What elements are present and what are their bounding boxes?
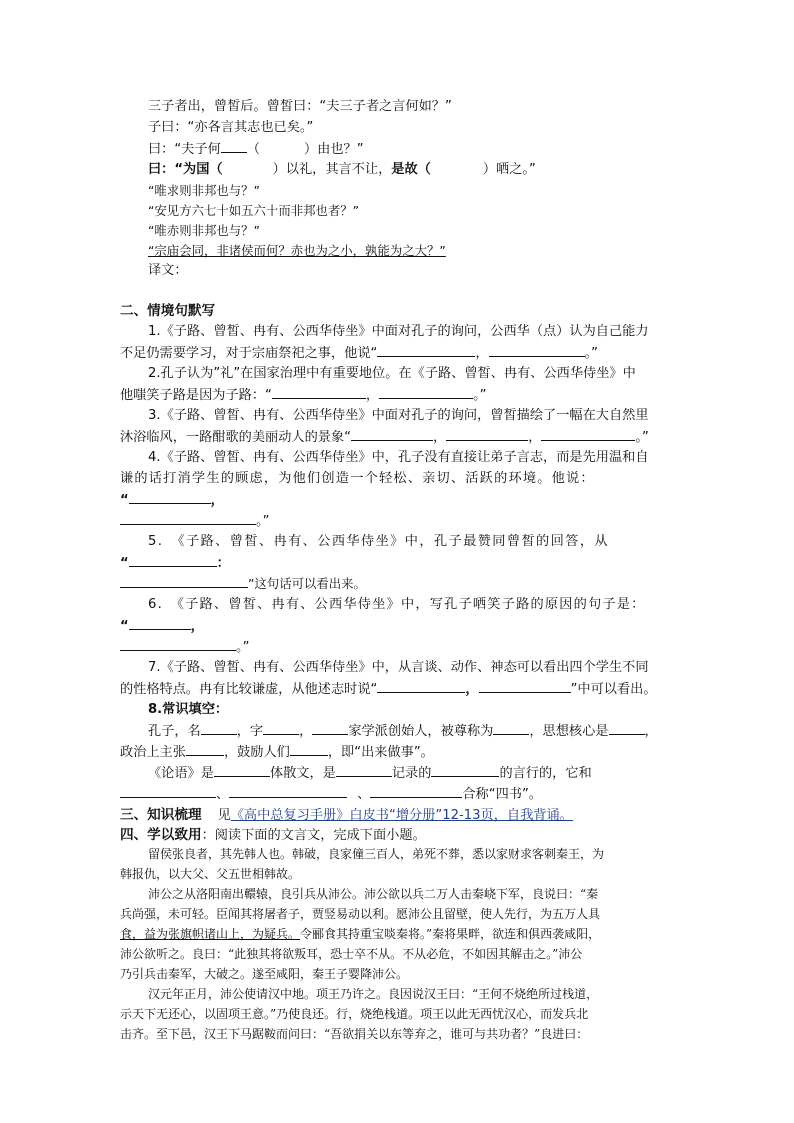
question-line bbox=[120, 427, 649, 448]
underlined-sentence: 食，益为张旗帜诸山上，为疑兵。 bbox=[120, 927, 301, 941]
question-text: 体散文，是 bbox=[269, 766, 336, 781]
question-line: 7.《子路、曾皙、冉有、公西华侍坐》中，从言谈、动作、神态可以看出四个学生不同 bbox=[148, 660, 649, 675]
punct: “ bbox=[120, 493, 129, 508]
answer-blank[interactable] bbox=[120, 511, 256, 525]
question-line bbox=[120, 784, 542, 805]
answer-blank[interactable] bbox=[120, 574, 248, 588]
answer-blank[interactable] bbox=[129, 553, 217, 567]
question-text: ，鼓励人们 bbox=[223, 745, 290, 760]
classical-text-line: 乃引兵击秦军，大破之。遂至咸阳，秦王子婴降沛公。 bbox=[120, 967, 409, 981]
classical-text-line: 沛公之从洛阳南出轘辕，良引兵从沛公。沛公欲以兵二万人击秦峣下军，良说曰：“秦 bbox=[148, 887, 599, 901]
answer-blank[interactable] bbox=[377, 679, 465, 693]
punct: 、 bbox=[216, 787, 230, 802]
question-text: ，思想核心是 bbox=[529, 724, 609, 739]
question-text: 合称“四书”。 bbox=[462, 787, 542, 802]
question-line bbox=[120, 616, 204, 637]
answer-blank[interactable] bbox=[541, 427, 635, 441]
question-line: 1.《子路、曾皙、冉有、公西华侍坐》中面对孔子的询问，公西华（点）认为自己能力 bbox=[148, 324, 649, 339]
section3-line bbox=[120, 805, 573, 826]
answer-blank[interactable] bbox=[129, 490, 211, 504]
answer-blank[interactable] bbox=[214, 763, 270, 777]
passage-line: 三子者出，曾皙后。曾皙曰：“夫三子者之言何如？” bbox=[148, 99, 452, 114]
section4-heading-line bbox=[120, 825, 426, 846]
answer-blank[interactable] bbox=[336, 763, 392, 777]
passage-text: ）哂之。” bbox=[482, 162, 536, 177]
answer-blank[interactable] bbox=[446, 427, 528, 441]
answer-blank[interactable] bbox=[431, 763, 499, 777]
reference-link[interactable]: 《高中总复习手册》白皮书“增分册”12-13页，自我背诵。 bbox=[230, 808, 573, 823]
question-line bbox=[148, 763, 592, 784]
question-line bbox=[120, 574, 366, 594]
answer-blank[interactable] bbox=[272, 385, 366, 399]
classical-text-line: 韩报仇，以大父、父五世相韩故。 bbox=[120, 867, 301, 881]
question-line bbox=[120, 637, 249, 658]
punct: ， bbox=[365, 388, 380, 403]
answer-blank[interactable] bbox=[120, 637, 236, 651]
answer-blank[interactable] bbox=[379, 385, 473, 399]
question-text: ”中可以看出。 bbox=[570, 682, 657, 697]
answer-blank[interactable] bbox=[129, 616, 191, 630]
question-text: ，即“出来做事”。 bbox=[327, 745, 434, 760]
question-text: 政治上主张 bbox=[120, 745, 186, 760]
classical-text-line: 沛公欲听之。良曰：“此独其将欲叛耳，恐士卒不从。不从必危，不如因其解击之。”沛公 bbox=[120, 947, 583, 961]
question-text: 不足仍需要学习，对于宗庙祭祀之事，他说“ bbox=[120, 346, 378, 361]
question-text: 孔子，名 bbox=[148, 724, 201, 739]
passage-text: 曰：“夫子何 bbox=[148, 142, 221, 157]
section-heading: 二、情境句默写 bbox=[120, 303, 216, 319]
question-line bbox=[148, 721, 658, 742]
punct: ， bbox=[210, 493, 224, 508]
answer-blank[interactable] bbox=[377, 343, 475, 357]
punct: ， bbox=[465, 682, 479, 697]
punct: ， bbox=[299, 724, 313, 739]
punct: ， bbox=[475, 346, 489, 361]
section-heading: 三、知识梳理 bbox=[120, 807, 202, 823]
punct: 。” bbox=[236, 640, 250, 655]
question-text: 他嗤笑子路是因为子路：“ bbox=[120, 388, 272, 403]
classical-text-line bbox=[120, 925, 600, 944]
answer-blank[interactable] bbox=[201, 721, 237, 735]
question-line bbox=[120, 511, 269, 532]
answer-blank[interactable] bbox=[370, 784, 462, 798]
translation-label: 译文： bbox=[148, 263, 188, 278]
passage-bold-text: 是故 bbox=[391, 162, 418, 177]
classical-text: 令郦食其持重宝啖秦将。”秦将果畔，欲连和俱西袭咸阳， bbox=[300, 927, 601, 941]
question-text: 家学派创始人，被尊称为 bbox=[348, 724, 494, 739]
paren-open: （ bbox=[246, 142, 260, 157]
classical-text-line: 击齐。至下邑，汉王下马踞鞍而问曰：“吾欲捐关以东等弃之，谁可与共功者？”良进曰： bbox=[120, 1027, 589, 1041]
question-line bbox=[120, 343, 598, 364]
passage-line-underlined: “宗庙会同，非诸侯而何？赤也为之小，孰能为之大？” bbox=[148, 243, 446, 258]
question-text: 沐浴临风，一路酣歌的美丽动人的景象“ bbox=[120, 430, 352, 445]
question-line: 4.《子路、曾皙、冉有、公西华侍坐》中，孔子没有直接让弟子言志，而是先用温和自 bbox=[148, 450, 649, 465]
answer-blank[interactable] bbox=[229, 784, 347, 798]
punct: ， bbox=[644, 724, 658, 739]
classical-text-line: 汉元年正月，沛公使请汉中地。项王乃许之。良因说汉王曰：“王何不烧绝所过栈道， bbox=[148, 987, 599, 1001]
punct: “ bbox=[120, 619, 129, 634]
classical-text-line: 留侯张良者，其先韩人也。韩破，良家僮三百人，弟死不葬，悉以家财求客刺秦王，为 bbox=[148, 847, 605, 861]
subsection-heading: 8.常识填空： bbox=[148, 702, 229, 717]
classical-text-line: 示天下无还心，以固项王意。”乃使良还。行，烧绝栈道。项王以此无西忧汉心，而发兵北 bbox=[120, 1007, 589, 1021]
passage-text: ）由也？” bbox=[303, 142, 364, 157]
question-text: ”这句话可以看出来。 bbox=[248, 576, 366, 591]
punct: ， bbox=[433, 430, 447, 445]
punct: 。” bbox=[473, 388, 487, 403]
answer-blank[interactable] bbox=[351, 427, 433, 441]
section-text: ：阅读下面的文言文，完成下面小题。 bbox=[201, 828, 426, 843]
passage-text: ）以礼，其言不让， bbox=[272, 162, 392, 177]
answer-blank[interactable] bbox=[263, 721, 299, 735]
answer-blank[interactable] bbox=[493, 721, 529, 735]
question-line bbox=[120, 490, 224, 511]
question-line bbox=[120, 385, 487, 406]
passage-bold-text: 曰：“为国（ bbox=[148, 162, 223, 177]
answer-blank[interactable] bbox=[221, 139, 247, 153]
question-line: 2.孔子认为”礼”在国家治理中有重要地位。在《子路、曾皙、冉有、公西华侍坐》中 bbox=[148, 366, 636, 381]
answer-blank[interactable] bbox=[609, 721, 645, 735]
passage-line: “唯赤则非邦也与？” bbox=[148, 223, 260, 238]
answer-blank[interactable] bbox=[186, 742, 224, 756]
punct: 、 bbox=[357, 787, 371, 802]
answer-blank[interactable] bbox=[290, 742, 328, 756]
section-text: 见 bbox=[217, 808, 231, 823]
passage-line bbox=[148, 139, 364, 160]
classical-text-line: 兵尚强，未可轻。臣闻其将屠者子，贾竖易动以利。愿沛公且留壁，使人先行，为五万人具 bbox=[120, 907, 601, 921]
passage-line: “安见方六七十如五六十而非邦也者？” bbox=[148, 203, 360, 218]
question-line bbox=[120, 742, 434, 763]
passage-line: “唯求则非邦也与？” bbox=[148, 183, 260, 198]
question-text: 《论语》是 bbox=[148, 766, 214, 781]
paren-open: （ bbox=[417, 162, 431, 177]
section-heading: 四、学以致用 bbox=[120, 827, 202, 843]
punct: 。” bbox=[584, 346, 599, 361]
question-line bbox=[120, 553, 230, 574]
question-text: 的言行的，它和 bbox=[499, 766, 592, 781]
answer-blank[interactable] bbox=[489, 343, 585, 357]
punct: ， bbox=[528, 430, 542, 445]
question-line: 5. 《子路、曾皙、冉有、公西华侍坐》中，孔子最赞同曾皙的回答，从 bbox=[148, 534, 609, 549]
question-line bbox=[120, 679, 657, 700]
punct: ， bbox=[190, 619, 204, 634]
punct: “ bbox=[120, 556, 129, 571]
question-text: 的性格特点。冉有比较谦虚，从他述志时说“ bbox=[120, 682, 378, 697]
answer-blank[interactable] bbox=[312, 721, 348, 735]
question-text: 记录的 bbox=[391, 766, 432, 781]
question-line: 3.《子路、曾皙、冉有、公西华侍坐》中面对孔子的询问，曾皙描绘了一幅在大自然里 bbox=[148, 408, 649, 423]
passage-line: 子曰：“亦各言其志也已矣。” bbox=[148, 120, 314, 135]
punct: ： bbox=[216, 556, 230, 571]
answer-blank[interactable] bbox=[120, 784, 216, 798]
punct: 。” bbox=[635, 430, 649, 445]
question-line: 6. 《子路、曾皙、冉有、公西华侍坐》中，写孔子哂笑子路的原因的句子是： bbox=[148, 597, 646, 612]
question-line: 谦的话打消学生的顾虑，为他们创造一个轻松、亲切、活跃的环境。他说： bbox=[120, 471, 595, 486]
punct: 。” bbox=[256, 514, 270, 529]
passage-line bbox=[148, 160, 536, 180]
question-text: ，字 bbox=[236, 724, 264, 739]
answer-blank[interactable] bbox=[479, 679, 571, 693]
